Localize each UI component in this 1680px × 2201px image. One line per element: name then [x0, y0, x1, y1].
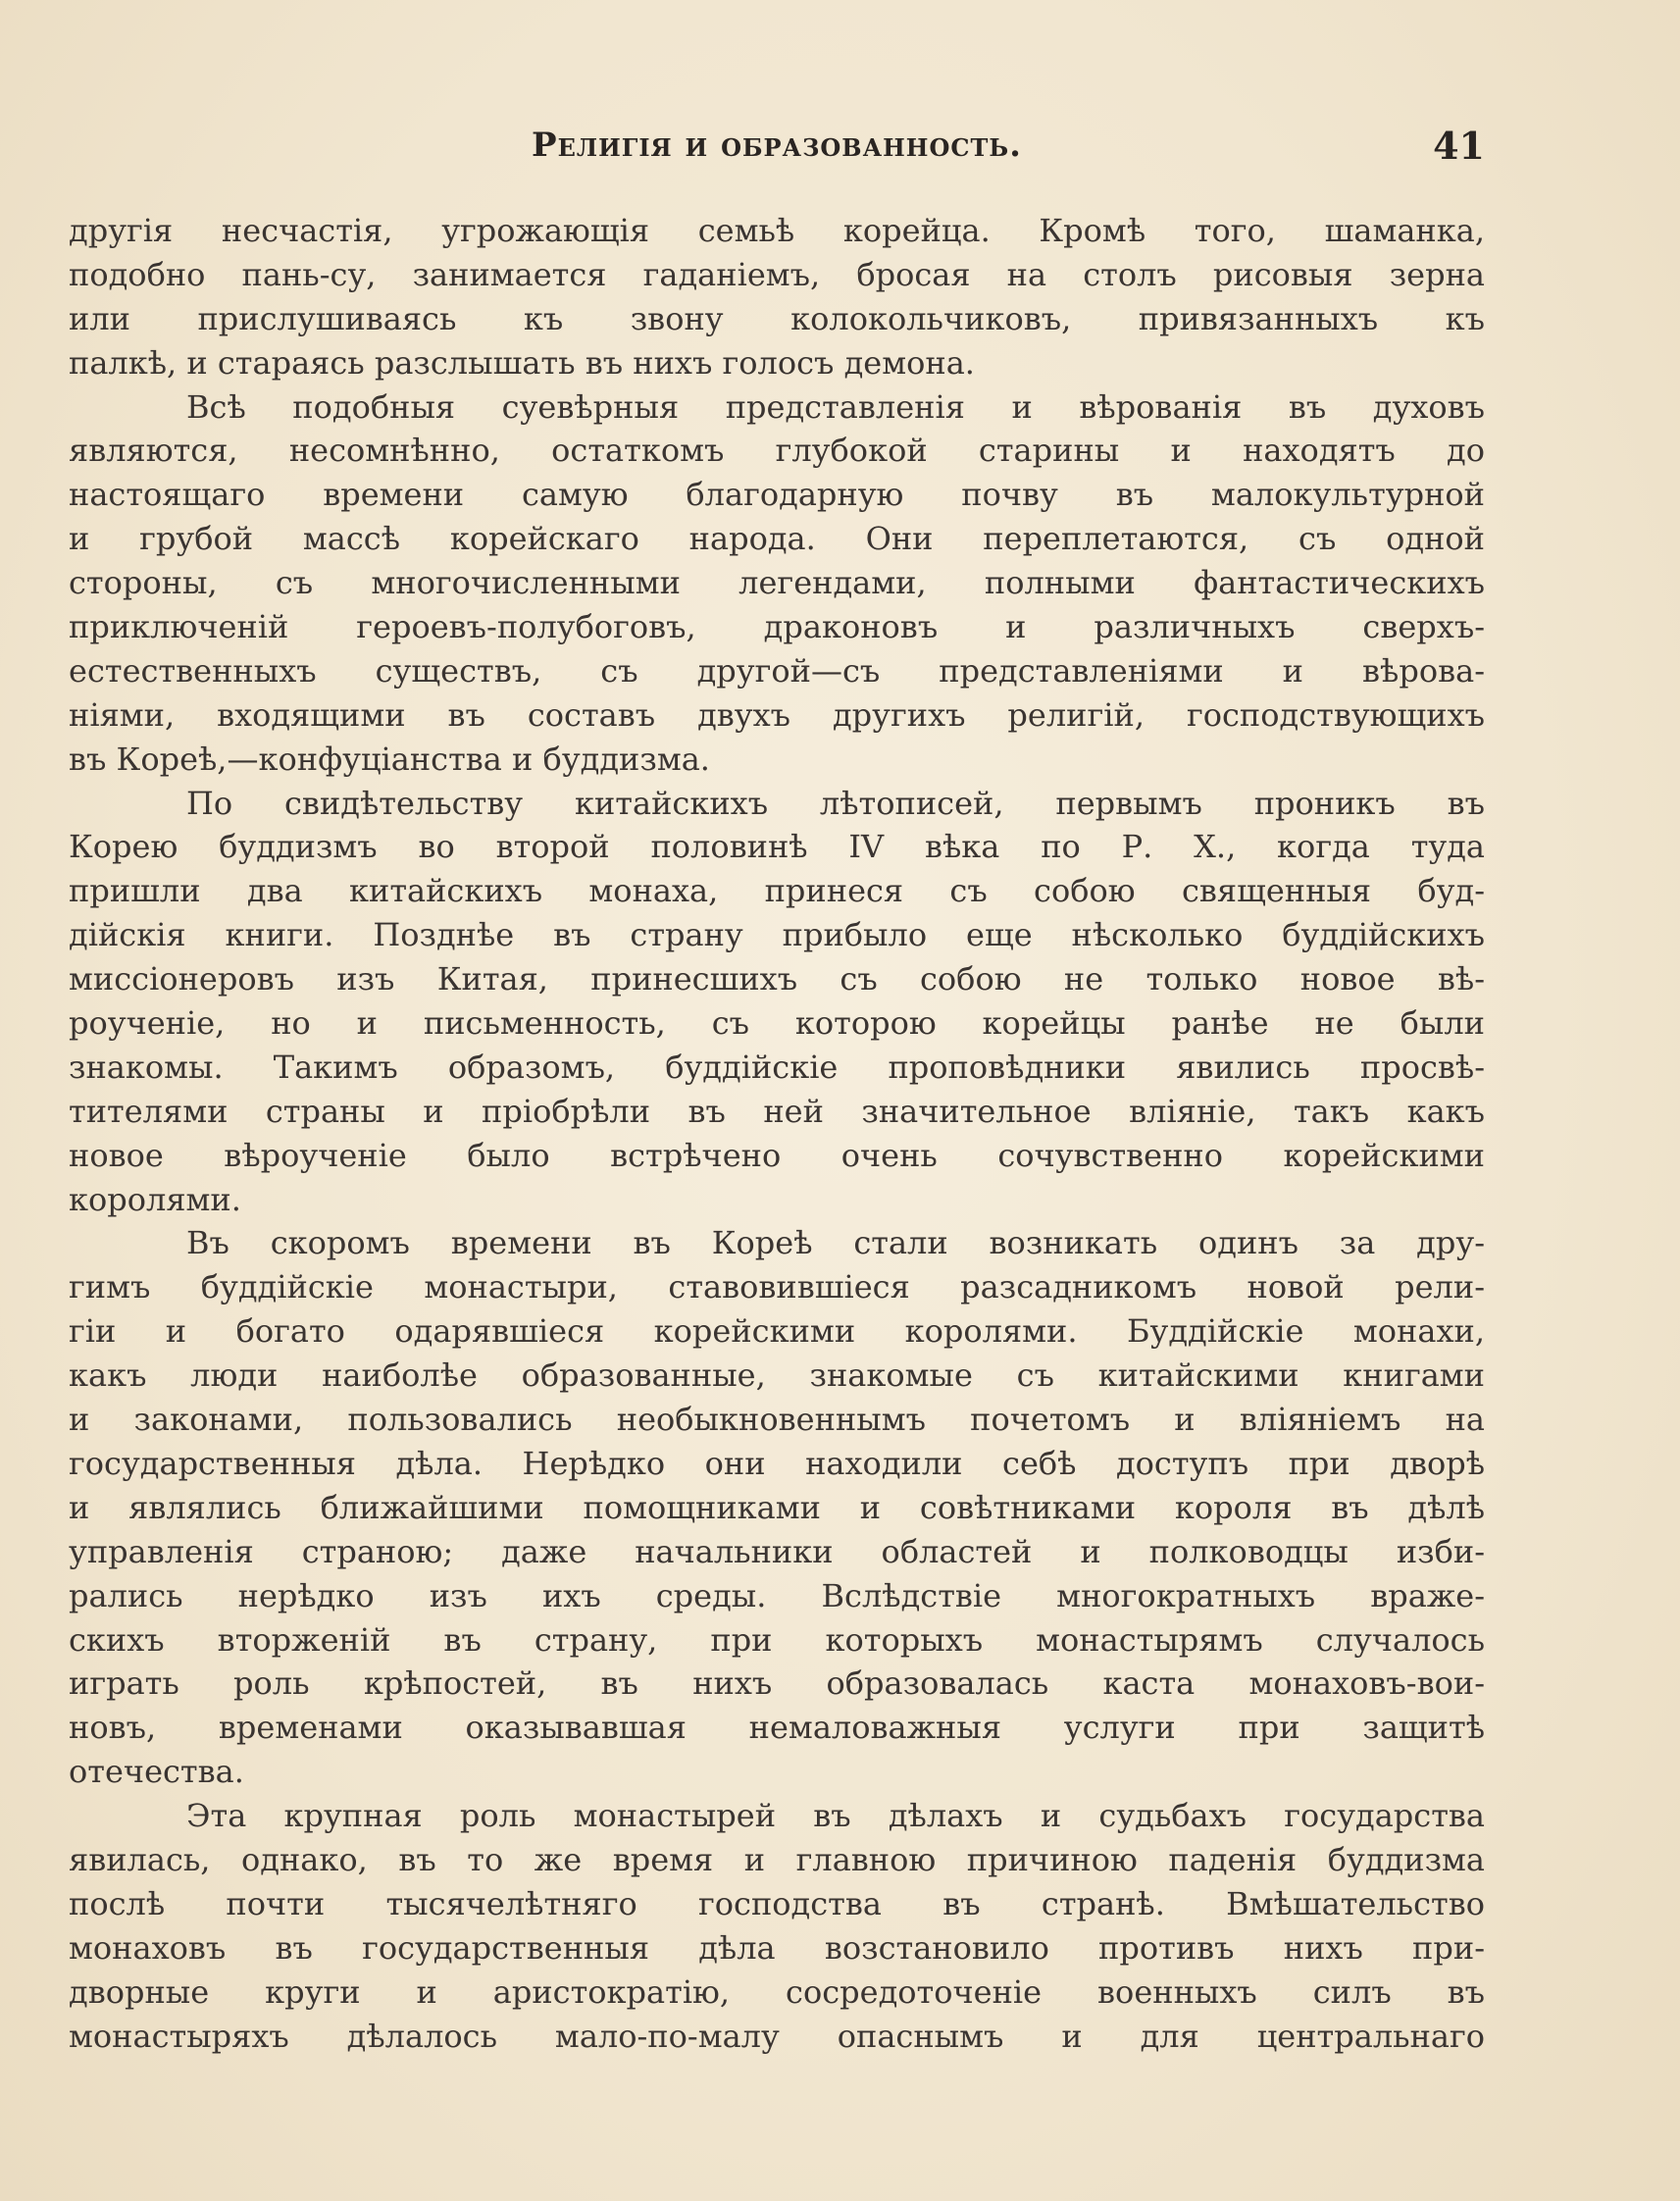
text-line: монаховъ въ государственныя дѣла возстановило противъ нихъ при- [69, 1928, 1485, 1967]
text-line: отечества. [69, 1753, 244, 1791]
text-line: Всѣ подобныя суевѣрныя представленія и вѣрованія въ духовъ [186, 387, 1485, 426]
paragraph [69, 385, 1485, 782]
text-line: и являлись ближайшими помощниками и совѣтниками короля въ дѣлѣ [69, 1488, 1485, 1526]
text-line: рались нерѣдко изъ ихъ среды. Вслѣдствіе многократныхъ враже- [69, 1576, 1485, 1614]
text-line: пришли два китайскихъ монаха, принеся съ собою священныя буд- [69, 872, 1485, 910]
text-line: ніями, входящими въ составъ двухъ другихъ религій, господствующихъ [69, 695, 1485, 734]
text-line: стороны, съ многочисленными легендами, полными фантастическихъ [69, 564, 1485, 602]
text-line: тителями страны и пріобрѣли въ ней значительное вліяніе, такъ какъ [69, 1092, 1485, 1130]
text-line: гіи и богато одарявшіеся корейскими королями. Буддійскіе монахи, [69, 1312, 1485, 1351]
text-line: государственныя дѣла. Нерѣдко они находили себѣ доступъ при дворѣ [69, 1444, 1485, 1482]
text-line: новое вѣроученіе было встрѣчено очень сочувственно корейскими [69, 1136, 1485, 1174]
text-line: знакомы. Такимъ образомъ, буддійскіе проповѣдники явились просвѣ- [69, 1048, 1485, 1086]
paragraph [69, 209, 1485, 385]
text-line: гимъ буддійскіе монастыри, ставовившіеся разсадникомъ новой рели- [69, 1268, 1485, 1306]
text-line: дворные круги и аристократію, сосредоточеніе военныхъ силъ въ [69, 1972, 1485, 2011]
text-line: королями. [69, 1180, 241, 1218]
text-line: Эта крупная роль монастырей въ дѣлахъ и судьбахъ государства [186, 1797, 1485, 1835]
text-line: являются, несомнѣнно, остаткомъ глубокой старины и находятъ до [69, 432, 1485, 470]
page-number: 41 [1433, 124, 1485, 168]
text-line: приключеній героевъ-полубоговъ, драконовъ и различныхъ сверхъ- [69, 608, 1485, 646]
paragraph [69, 782, 1485, 1222]
text-line: играть роль крѣпостей, въ нихъ образовалась каста монаховъ-вои- [69, 1664, 1485, 1703]
text-line: явилась, однако, въ то же время и главною причиною паденія буддизма [69, 1840, 1485, 1878]
text-line: палкѣ, и стараясь разслышать въ нихъ голосъ демона. [69, 343, 975, 382]
text-line: скихъ вторженій въ страну, при которыхъ монастырямъ случалось [69, 1620, 1485, 1659]
text-line: какъ люди наиболѣе образованные, знакомые съ китайскими книгами [69, 1356, 1485, 1395]
text-line: управленія страною; даже начальники областей и полководцы изби- [69, 1532, 1485, 1570]
text-line: По свидѣтельству китайскихъ лѣтописей, первымъ проникъ въ [186, 784, 1485, 822]
body-text [69, 209, 1485, 2058]
text-line: или прислушиваясь къ звону колокольчиковъ, привязанныхъ къ [69, 299, 1485, 337]
text-line: и грубой массѣ корейскаго народа. Они переплетаются, съ одной [69, 520, 1485, 558]
text-line: въ Кореѣ,—конфуціанства и буддизма. [69, 740, 710, 778]
text-line: новъ, временами оказывавшая немаловажныя услуги при защитѣ [69, 1709, 1485, 1747]
text-line: подобно пань-су, занимается гаданіемъ, бросая на столъ рисовыя зерна [69, 255, 1485, 293]
text-line: послѣ почти тысячелѣтняго господства въ странѣ. Вмѣшательство [69, 1884, 1485, 1922]
text-line: монастыряхъ дѣлалось мало-по-малу опаснымъ и для центральнаго [69, 2017, 1485, 2055]
text-line: настоящаго времени самую благодарную почву въ малокультурной [69, 476, 1485, 514]
text-line: Корею буддизмъ во второй половинѣ IV вѣка по Р. Х., когда туда [69, 828, 1485, 866]
text-line: роученіе, но и письменность, съ которою корейцы ранѣе не были [69, 1004, 1485, 1043]
running-head: Религія и образованность. [532, 126, 1022, 165]
paragraph [69, 1221, 1485, 1794]
text-line: естественныхъ существъ, съ другой—съ представленіями и вѣрова- [69, 651, 1485, 690]
text-line: миссіонеровъ изъ Китая, принесшихъ съ собою не только новое вѣ- [69, 960, 1485, 998]
text-line: другія несчастія, угрожающія семьѣ корейца. Кромѣ того, шаманка, [69, 212, 1485, 249]
text-line: и законами, пользовались необыкновеннымъ почетомъ и вліяніемъ на [69, 1401, 1485, 1439]
text-line: дійскія книги. Позднѣе въ страну прибыло еще нѣсколько буддійскихъ [69, 916, 1485, 954]
paragraph [69, 1794, 1485, 2058]
page-header [69, 126, 1485, 180]
text-line: Въ скоромъ времени въ Кореѣ стали возникать одинъ за дру- [186, 1224, 1485, 1262]
